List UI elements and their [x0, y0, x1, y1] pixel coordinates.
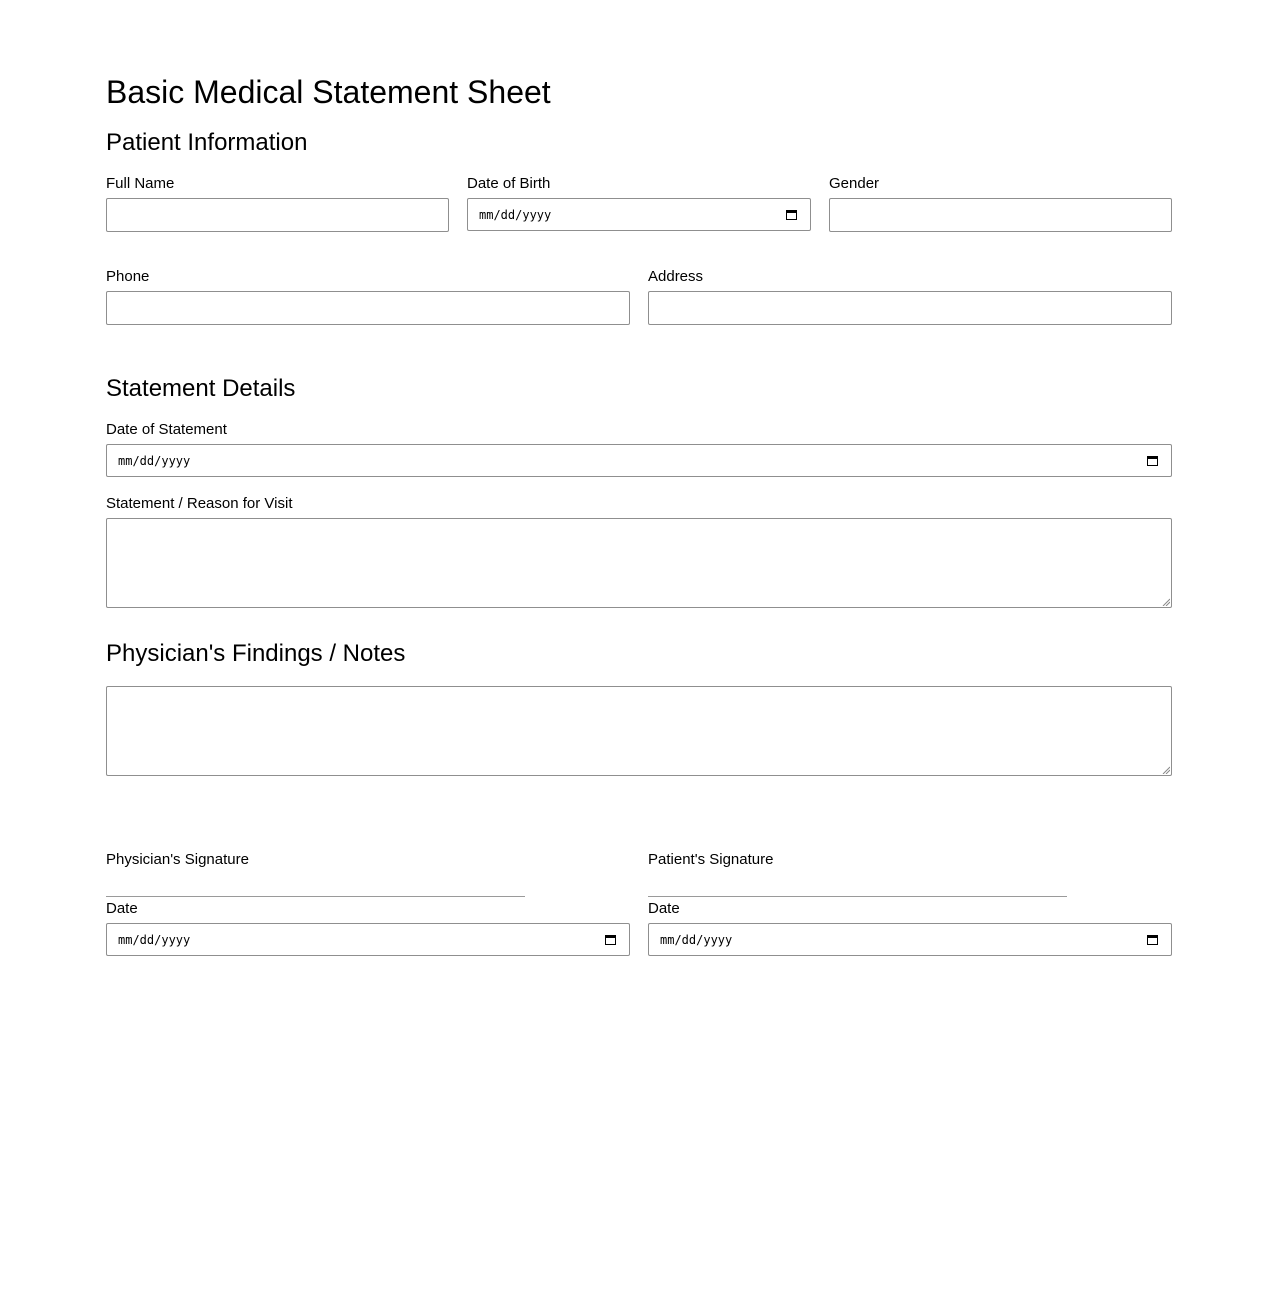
- date-of-statement-input[interactable]: [106, 444, 1172, 477]
- patient-date-placeholder: mm/dd/yyyy: [660, 932, 733, 947]
- page-title: Basic Medical Statement Sheet: [106, 74, 551, 110]
- phone-label: Phone: [106, 268, 150, 285]
- physician-date-label: Date: [106, 900, 138, 917]
- patient-date-label: Date: [648, 900, 680, 917]
- statement-details-heading: Statement Details: [106, 375, 296, 402]
- phone-input[interactable]: [106, 291, 630, 325]
- patient-information-heading: Patient Information: [106, 129, 308, 156]
- date-of-statement-placeholder: mm/dd/yyyy: [118, 453, 191, 468]
- date-of-birth-label: Date of Birth: [467, 175, 551, 192]
- full-name-label: Full Name: [106, 175, 175, 192]
- address-label: Address: [648, 268, 704, 285]
- physician-date-input[interactable]: [106, 923, 630, 956]
- full-name-input[interactable]: [106, 198, 449, 232]
- physician-signature-line[interactable]: [106, 896, 525, 897]
- physician-findings-heading: Physician's Findings / Notes: [106, 640, 406, 667]
- date-of-birth-placeholder: mm/dd/yyyy: [479, 207, 552, 222]
- calendar-icon[interactable]: [786, 209, 797, 220]
- physician-signature-label: Physician's Signature: [106, 851, 249, 868]
- patient-date-input[interactable]: [648, 923, 1172, 956]
- patient-signature-label: Patient's Signature: [648, 851, 774, 868]
- gender-input[interactable]: [829, 198, 1172, 232]
- gender-label: Gender: [829, 175, 880, 192]
- patient-signature-line[interactable]: [648, 896, 1067, 897]
- date-of-statement-label: Date of Statement: [106, 421, 227, 438]
- physician-notes-textarea[interactable]: [106, 686, 1172, 776]
- date-of-birth-input[interactable]: [467, 198, 811, 231]
- calendar-icon[interactable]: [605, 934, 616, 945]
- calendar-icon[interactable]: [1147, 455, 1158, 466]
- statement-reason-textarea[interactable]: [106, 518, 1172, 608]
- address-input[interactable]: [648, 291, 1172, 325]
- resize-grip-icon[interactable]: [1162, 766, 1170, 774]
- statement-reason-label: Statement / Reason for Visit: [106, 495, 293, 512]
- physician-date-placeholder: mm/dd/yyyy: [118, 932, 191, 947]
- calendar-icon[interactable]: [1147, 934, 1158, 945]
- resize-grip-icon[interactable]: [1162, 598, 1170, 606]
